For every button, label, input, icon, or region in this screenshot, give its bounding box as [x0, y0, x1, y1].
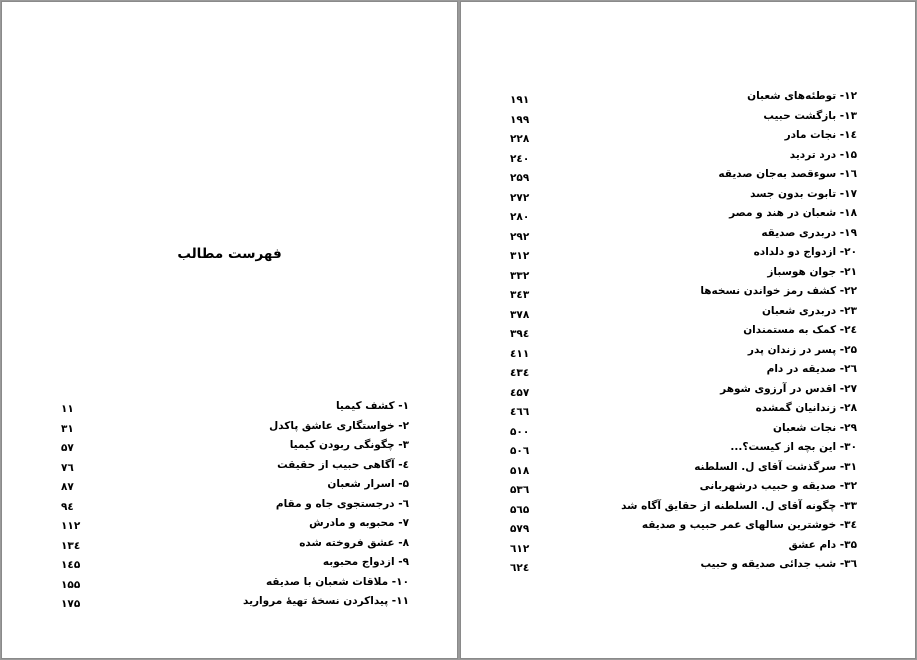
toc-entry-title: ۳٤- خوشترین سالهای عمر حبیب و صدیقه [641, 519, 857, 531]
toc-entry-page-number: ۲٤۰ [510, 152, 530, 165]
toc-entry [2, 515, 457, 535]
toc-list-right [461, 88, 915, 576]
toc-entry-title: ۱۱- پیداکردن نسخهٔ تهیهٔ مروارید [243, 595, 409, 607]
toc-entry [461, 556, 915, 576]
toc-entry-page-number: ۷٦ [61, 461, 74, 474]
left-page [2, 2, 457, 658]
toc-entry [461, 205, 915, 225]
toc-entry-page-number: ۳٤۳ [510, 289, 530, 301]
toc-entry-title: ۵- اسرار شعبان [327, 478, 409, 490]
toc-entry-title: ۲- خواستگاری عاشق پاکدل [269, 419, 409, 432]
toc-entry-page-number: ۳۹٤ [510, 328, 530, 340]
toc-entry-page-number: ۳۱۲ [510, 250, 530, 262]
toc-entry-title: ۳۰- این بچه از کیست؟... [730, 441, 857, 453]
toc-entry-title: ۲۳- دربدری شعبان [761, 304, 857, 317]
toc-entry-title: ۱۷- تابوت بدون جسد [750, 187, 857, 200]
toc-entry-title: ۲۸- زندانیان گمشده [755, 402, 857, 414]
toc-entry-page-number: ٦۲٤ [510, 562, 530, 574]
toc-entry [461, 186, 915, 206]
toc-entry-title: ٦- درجستجوی جاه و مقام [275, 497, 409, 510]
toc-entry [2, 574, 457, 594]
toc-entry [2, 398, 457, 418]
right-page [461, 2, 915, 658]
toc-entry [461, 225, 915, 245]
toc-entry-title: ۹- ازدواج محبوبه [322, 556, 409, 568]
toc-entry-page-number: ۲۹۲ [510, 230, 530, 243]
toc-entry-title: ۲۲- کشف رمز خواندن نسخه‌ها [700, 285, 857, 297]
toc-entry-title: ۱۳- بازگشت حبیب [763, 109, 857, 122]
toc-entry-page-number: ۳۱ [61, 422, 74, 435]
toc-entry-page-number: ۱۵۵ [61, 578, 81, 591]
toc-entry-title: ۲۹- نجات شعبان [773, 421, 857, 434]
toc-entry-page-number: ۲۵۹ [510, 172, 530, 184]
toc-entry [461, 498, 915, 518]
toc-entry [2, 457, 457, 477]
toc-entry [461, 303, 915, 323]
toc-entry [461, 478, 915, 498]
toc-entry [461, 108, 915, 128]
toc-entry-page-number: ۵۰۰ [510, 425, 530, 438]
toc-entry-page-number: ۱۹۱ [510, 94, 530, 106]
toc-entry [461, 361, 915, 381]
toc-entry-title: ۲۷- اقدس در آرزوی شوهر [720, 382, 857, 395]
toc-entry-page-number: ۲۷۲ [510, 191, 530, 204]
toc-entry-page-number: ۲۸۰ [510, 211, 530, 223]
toc-entry [461, 342, 915, 362]
toc-entry [2, 593, 457, 613]
toc-entry-title: ۱۵- درد تردید [789, 148, 857, 161]
toc-entry-page-number: ۱۹۹ [510, 113, 530, 126]
toc-entry-title: ۲٦- صدیقه در دام [766, 363, 857, 375]
toc-entry [461, 400, 915, 420]
toc-entry-page-number: ۵٦۵ [510, 503, 530, 516]
page-title: فهرست مطالب [177, 246, 282, 262]
toc-entry-title: ۳٦- شب جدائی صدیقه و حبیب [700, 558, 857, 570]
toc-entry [2, 554, 457, 574]
toc-entry [461, 127, 915, 147]
toc-entry-page-number: ۱۷۵ [61, 598, 81, 610]
toc-entry-title: ۸- عشق فروخته شده [299, 536, 409, 549]
toc-entry [2, 437, 457, 457]
toc-entry-page-number: ٤۱۱ [510, 347, 530, 360]
toc-entry-page-number: ۱۳٤ [61, 539, 81, 552]
toc-entry-page-number: ۵۱۸ [510, 464, 530, 477]
toc-entry-title: ۳۵- دام عشق [788, 538, 857, 551]
toc-entry-page-number: ۹٤ [61, 500, 74, 513]
toc-entry [2, 476, 457, 496]
toc-entry-title: ۱۰- ملاقات شعبان با صدیقه [265, 575, 409, 588]
toc-entry [461, 244, 915, 264]
toc-list-left [2, 398, 457, 613]
toc-entry-title: ۳- چگونگی ربودن کیمیا [289, 439, 409, 451]
toc-entry [461, 166, 915, 186]
toc-entry [461, 439, 915, 459]
toc-entry-page-number: ٤۳٤ [510, 367, 530, 379]
toc-entry [461, 420, 915, 440]
toc-entry-title: ۱٤- نجات مادر [784, 129, 857, 141]
toc-entry [461, 322, 915, 342]
toc-entry-page-number: ۵۷۹ [510, 523, 530, 535]
toc-entry-title: ۳۱- سرگذشت آقای ل. السلطنه [694, 460, 857, 473]
toc-entry-page-number: ۵۳٦ [510, 484, 530, 496]
toc-entry [461, 147, 915, 167]
toc-entry-title: ۲٤- کمک به مستمندان [743, 324, 857, 336]
toc-entry [461, 88, 915, 108]
toc-entry [2, 496, 457, 516]
toc-entry-title: ۱۹- دربدری صدیقه [761, 226, 857, 239]
toc-entry-title: ۱۲- توطئه‌های شعبان [747, 90, 857, 102]
toc-entry-page-number: ۳۷۸ [510, 308, 530, 321]
toc-entry-page-number: ۳۳۲ [510, 269, 530, 282]
toc-entry-page-number: ۵۰٦ [510, 445, 530, 457]
toc-entry-page-number: ۵۷ [61, 442, 74, 454]
toc-entry-title: ۱۸- شعبان در هند و مصر [729, 207, 857, 219]
toc-entry-page-number: ۸۷ [61, 481, 74, 493]
toc-entry-page-number: ۱٤۵ [61, 559, 81, 571]
toc-entry-title: ۳۲- صدیقه و حبیب درشهربانی [699, 480, 857, 492]
toc-entry [2, 418, 457, 438]
toc-entry [2, 535, 457, 555]
toc-entry-title: ۲۰- ازدواج دو دلداده [753, 246, 857, 258]
toc-entry-page-number: ٦۱۲ [510, 542, 530, 555]
toc-entry-page-number: ۱۱ [61, 403, 74, 415]
toc-entry [461, 283, 915, 303]
toc-entry [461, 264, 915, 284]
toc-entry [461, 459, 915, 479]
toc-entry-title: ۲۱- جوان هوسباز [767, 265, 857, 278]
toc-entry-page-number: ۱۱۲ [61, 520, 81, 532]
toc-entry-title: ۱٦- سوءقصد به‌جان صدیقه [718, 168, 857, 180]
toc-entry [461, 537, 915, 557]
toc-entry-title: ۷- محبوبه و مادرش [309, 517, 409, 529]
toc-entry [461, 517, 915, 537]
toc-entry-title: ٤- آگاهی حبیب از حقیقت [277, 458, 409, 471]
toc-entry-title: ۱- کشف کیمیا [335, 400, 409, 412]
toc-entry-page-number: ٤۵۷ [510, 386, 530, 399]
toc-entry-title: ۲۵- پسر در زندان پدر [747, 343, 857, 356]
toc-entry-title: ۳۳- چگونه آقای ل. السلطنه از حقایق آگاه شد [621, 499, 857, 512]
toc-entry-page-number: ۲۲۸ [510, 133, 530, 145]
toc-entry [461, 381, 915, 401]
toc-entry-page-number: ٤٦٦ [510, 406, 530, 418]
